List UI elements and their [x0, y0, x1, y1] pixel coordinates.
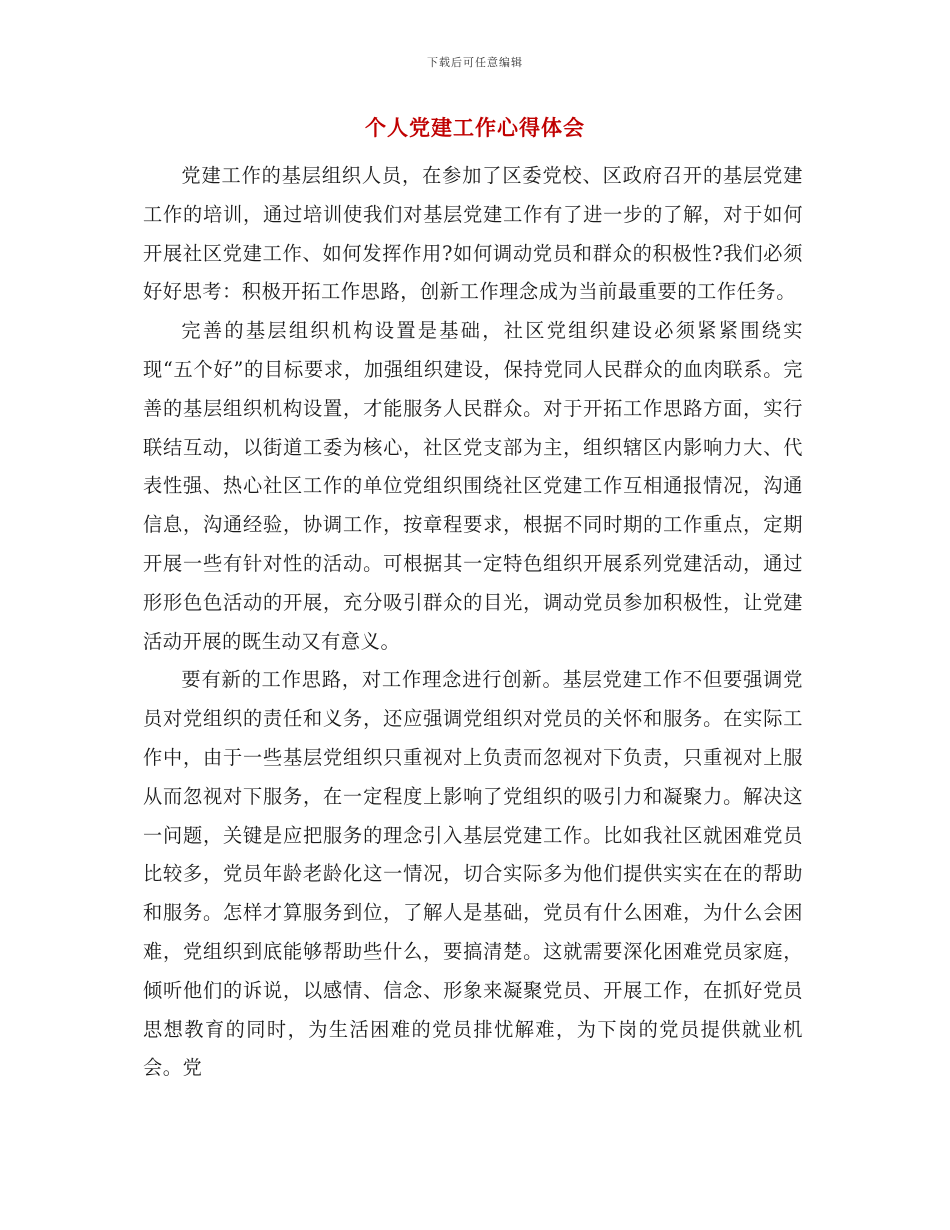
paragraph-1: 党建工作的基层组织人员，在参加了区委党校、区政府召开的基层党建工作的培训，通过培训使我们对基层党建工作有了进一步的了解，对于如何开展社区党建工作、如何发挥作用?如何调动党员和群众的积极性?我们必须好好思考：积极开拓工作思路，创新工作理念成为当前最重要的工作任务。	[143, 164, 803, 304]
paragraph-2: 完善的基层组织机构设置是基础，社区党组织建设必须紧紧围绕实现“五个好”的目标要求，加强组织建设，保持党同人民群众的血肉联系。完善的基层组织机构设置，才能服务人民群众。对于开拓工作思路方面，实行联结互动，以街道工委为核心，社区党支部为主，组织辖区内影响力大、代表性强、热心社区工作的单位党组织围绕社区党建工作互相通报情况，沟通信息，沟通经验，协调工作，按章程要求，根据不同时期的工作重点，定期开展一些有针对性的活动。可根据其一定特色组织开展系列党建活动，通过形形色色活动的开展，充分吸引群众的目光，调动党员参加积极性，让党建活动开展的既生动又有意义。	[143, 319, 803, 653]
document-title: 个人党建工作心得体会	[365, 115, 585, 140]
document-body	[143, 157, 803, 1088]
paragraph-3: 要有新的工作思路，对工作理念进行创新。基层党建工作不但要强调党员对党组织的责任和义务，还应强调党组织对党员的关怀和服务。在实际工作中，由于一些基层党组织只重视对上负责而忽视对下负责，只重视对上服从而忽视对下服务，在一定程度上影响了党组织的吸引力和凝聚力。解决这一问题，关键是应把服务的理念引入基层党建工作。比如我社区就困难党员比较多，党员年龄老龄化这一情况，切合实际多为他们提供实实在在的帮助和服务。怎样才算服务到位，了解人是基础，党员有什么困难，为什么会困难，党组织到底能够帮助些什么，要搞清楚。这就需要深化困难党员家庭，倾听他们的诉说，以感情、信念、形象来凝聚党员、开展工作，在抓好党员思想教育的同时，为生活困难的党员排忧解难，为下岗的党员提供就业机会。党	[143, 668, 803, 1080]
page-header-note: 下载后可任意编辑	[427, 56, 523, 69]
